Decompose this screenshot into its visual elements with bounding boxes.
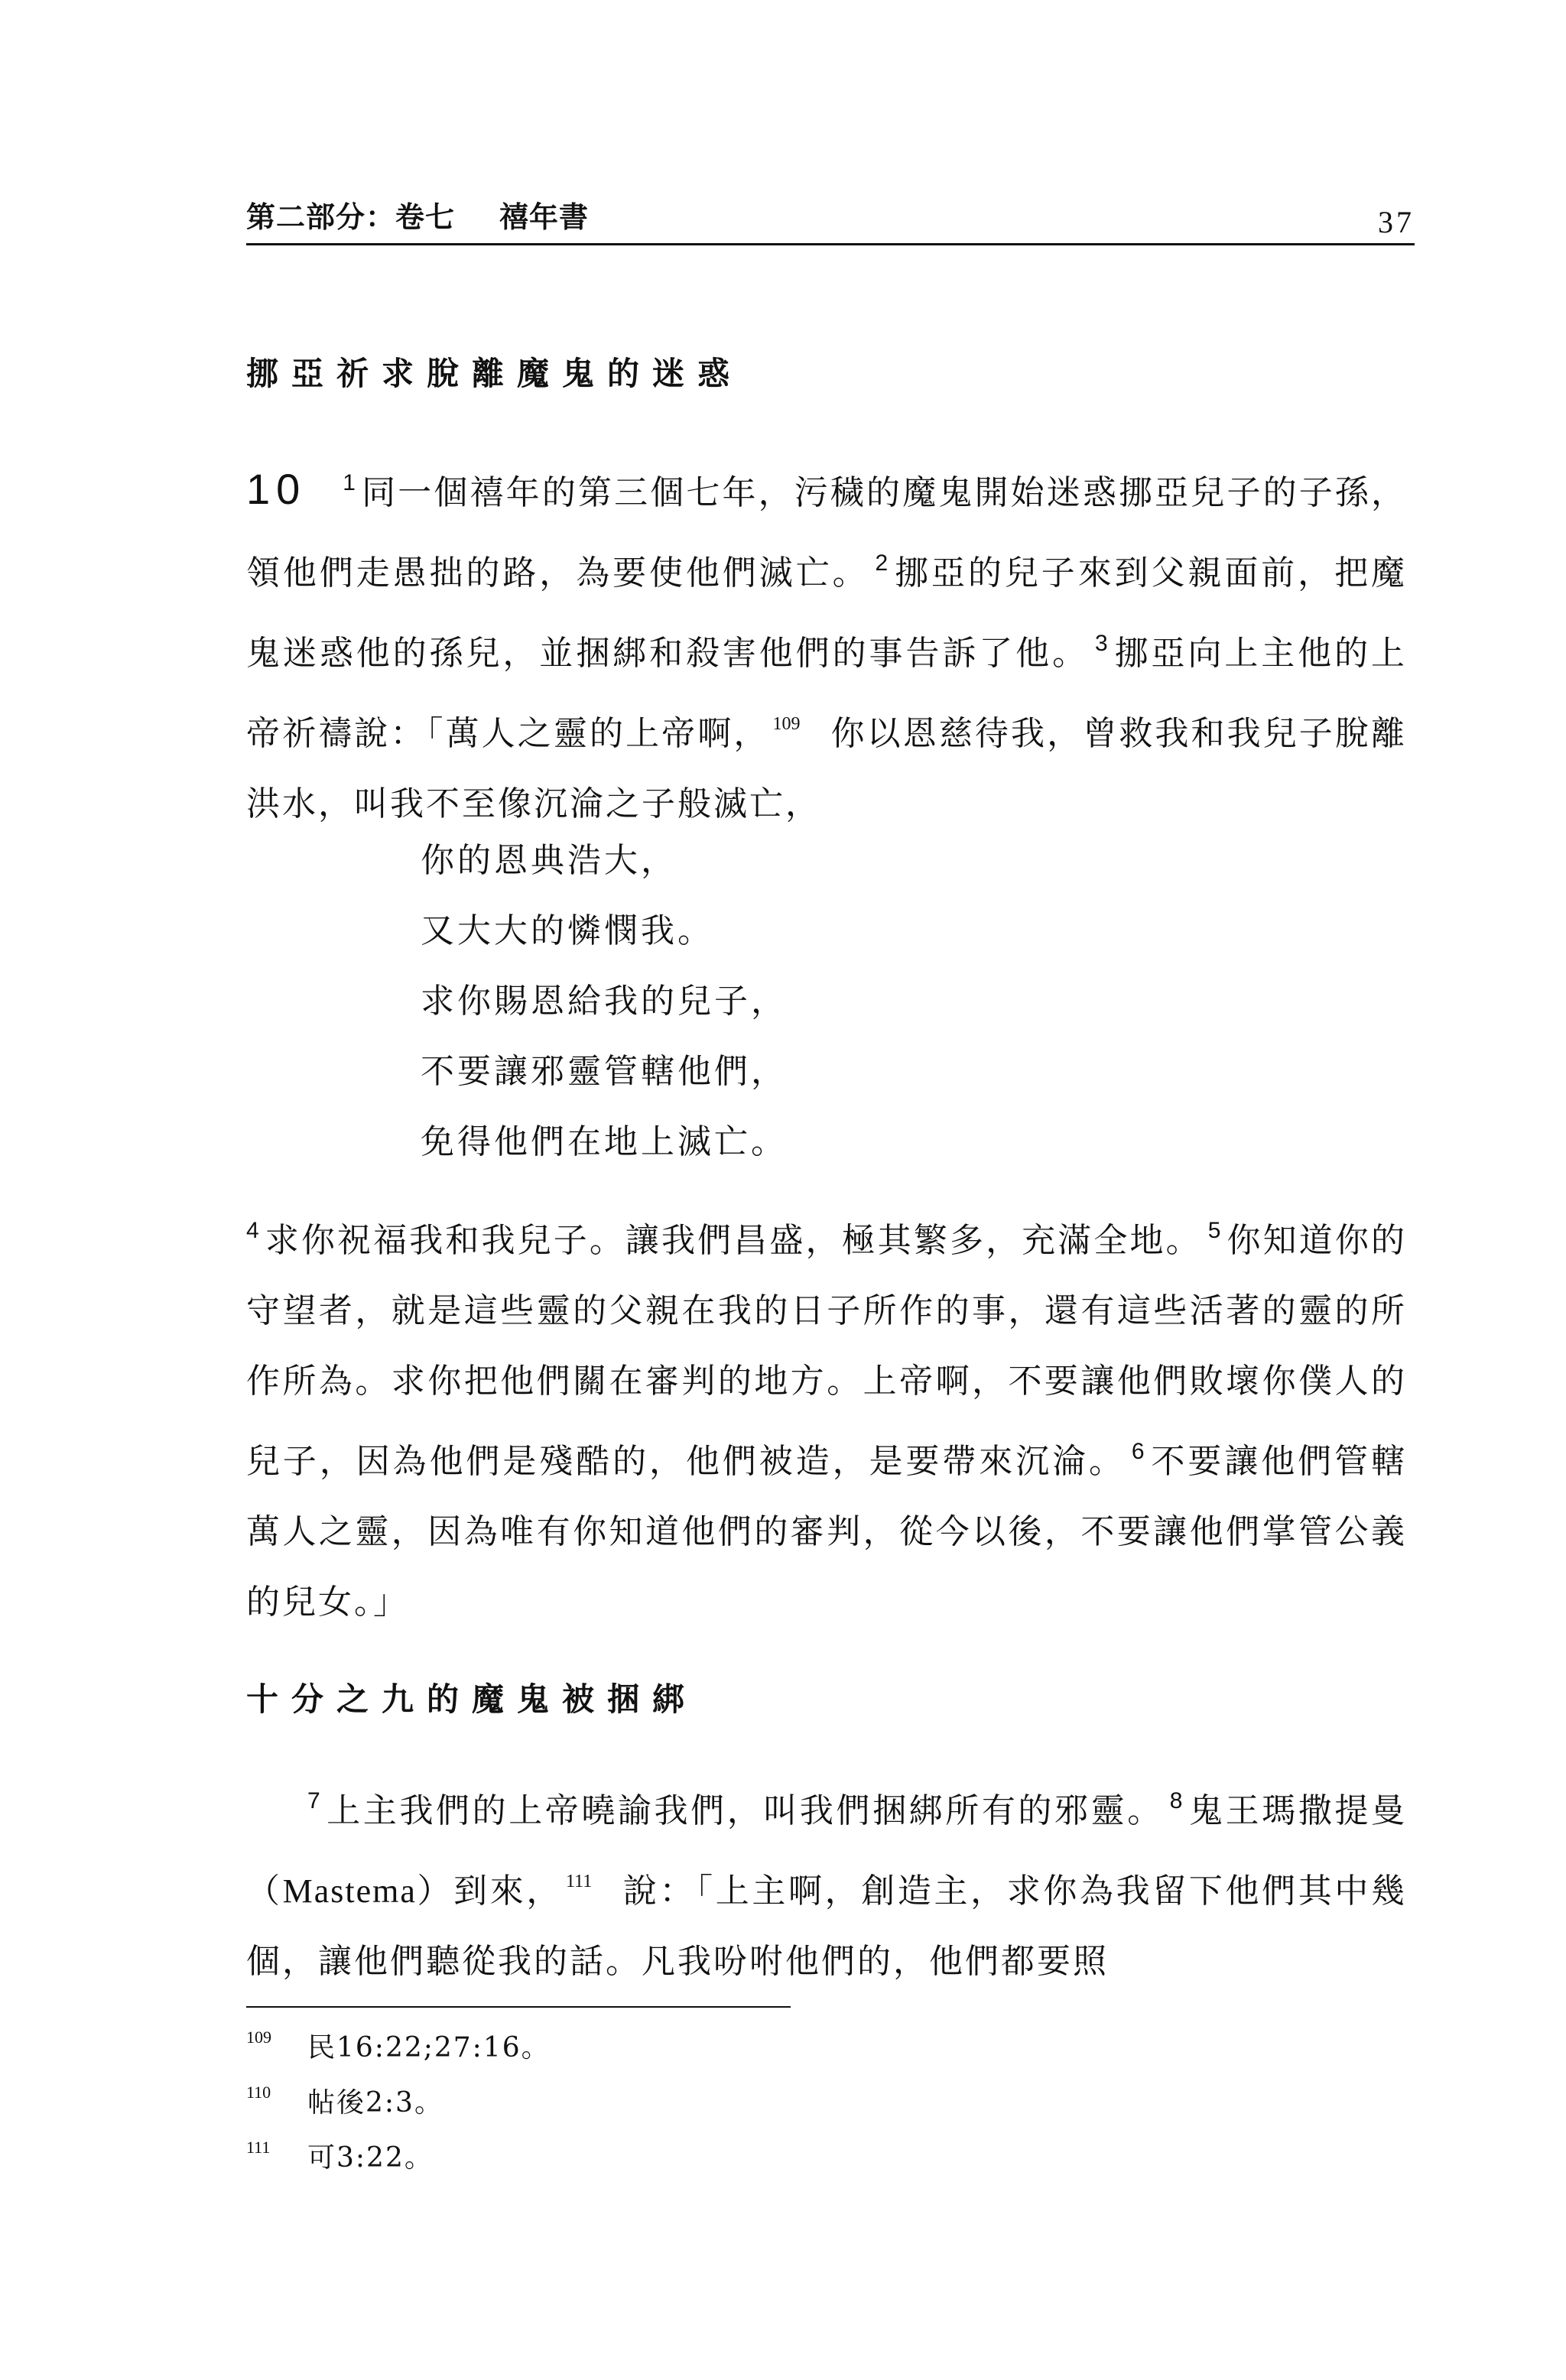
page-number: 37 xyxy=(1378,205,1415,239)
footnote-item xyxy=(246,2026,551,2081)
chapter-number: 10 xyxy=(246,465,307,513)
header-book: 禧年書 xyxy=(499,200,590,234)
footnote-reference[interactable]: 109 xyxy=(772,714,801,734)
paragraph-verses-4-6 xyxy=(246,1196,1407,1638)
verse-text: 同一個禧年的第三個七年，污穢的魔鬼開始迷惑挪亞兒子的子孫，領他們走愚拙的路，為要使他們滅亡。 xyxy=(246,473,1407,593)
verse-text: 求你祝福我和我兒子。讓我們昌盛，極其繁多，充滿全地。 xyxy=(265,1221,1202,1260)
header-title xyxy=(246,193,589,235)
verse-text: 上主我們的上帝曉諭我們，叫我們捆綁所有的邪靈。 xyxy=(326,1791,1164,1830)
verse-number: 3 xyxy=(1095,631,1108,656)
section-heading-demons-bound: 十分之九的魔鬼被捆綁 xyxy=(246,1680,698,1718)
poem-line: 你的恩典浩大， xyxy=(421,841,677,880)
footnote-text: 民16:22;27:16。 xyxy=(307,2032,551,2063)
verse-number: 2 xyxy=(875,550,889,576)
verse-text: 鬼王瑪撒提曼（ xyxy=(246,1791,1408,1911)
footnote-number: 110 xyxy=(246,2083,271,2102)
header-part: 第二部分：卷七 xyxy=(246,200,456,234)
verse-number: 8 xyxy=(1169,1788,1183,1813)
section-heading-noah-prayer: 挪亞祈求脫離魔鬼的迷惑 xyxy=(246,355,743,392)
footnote-item xyxy=(246,2136,551,2191)
poem-line: 不要讓邪靈管轄他們， xyxy=(421,1052,788,1091)
verse-text: 你以恩慈待我，曾救我和我兒子脫離洪水，叫我不至像沉淪之子般滅亡， xyxy=(246,714,1408,823)
footnote-number: 111 xyxy=(246,2138,271,2157)
verse-number: 1 xyxy=(343,470,356,495)
verse-text: 挪亞向上主他的上帝祈禱說：「萬人之靈的上帝啊， xyxy=(246,634,1408,753)
footnote-number: 109 xyxy=(246,2028,271,2047)
verse-text: 不要讓他們管轄萬人之靈，因為唯有你知道他們的審判，從今以後，不要讓他們掌管公義的兒女。」 xyxy=(246,1442,1408,1622)
verse-number: 4 xyxy=(246,1218,259,1243)
verse-text: 挪亞的兒子來到父親面前，把魔鬼迷惑他的孫兒，並捆綁和殺害他們的事告訴了他。 xyxy=(246,554,1408,673)
poem-line: 求你賜恩給我的兒子， xyxy=(421,982,788,1021)
prayer-poem xyxy=(421,838,788,1165)
poem-line: 免得他們在地上滅亡。 xyxy=(421,1122,788,1161)
footnote-text: 可3:22。 xyxy=(307,2142,434,2174)
footnote-text: 帖後2:3。 xyxy=(307,2087,443,2119)
verse-text: 說：「上主啊，創造主，求你為我留下他們其中幾個，讓他們聽從我的話。凡我吩咐他們的，他們都要照 xyxy=(246,1872,1408,1981)
poem-line: 又大大的憐憫我。 xyxy=(421,911,714,950)
latin-name: Mastema xyxy=(282,1872,417,1910)
running-header xyxy=(246,190,1415,245)
verse-number: 7 xyxy=(307,1788,320,1813)
verse-text: 你知道你的守望者，就是這些靈的父親在我的日子所作的事，還有這些活著的靈的所作所為。求你把他們關在審判的地方。上帝啊，不要讓他們敗壞你僕人的兒子，因為他們是殘酷的，他們被造，是要帶來沉淪。 xyxy=(246,1221,1408,1481)
footnote-reference[interactable]: 111 xyxy=(566,1872,593,1891)
paragraph-verses-1-3 xyxy=(246,448,1407,839)
verse-number: 5 xyxy=(1207,1218,1221,1243)
paragraph-verses-7-8 xyxy=(246,1766,1407,1997)
footnotes xyxy=(246,2026,551,2191)
footnote-divider xyxy=(246,2006,791,2008)
footnote-item xyxy=(246,2081,551,2136)
verse-text: ）到來， xyxy=(416,1872,564,1911)
verse-number: 6 xyxy=(1131,1439,1145,1464)
